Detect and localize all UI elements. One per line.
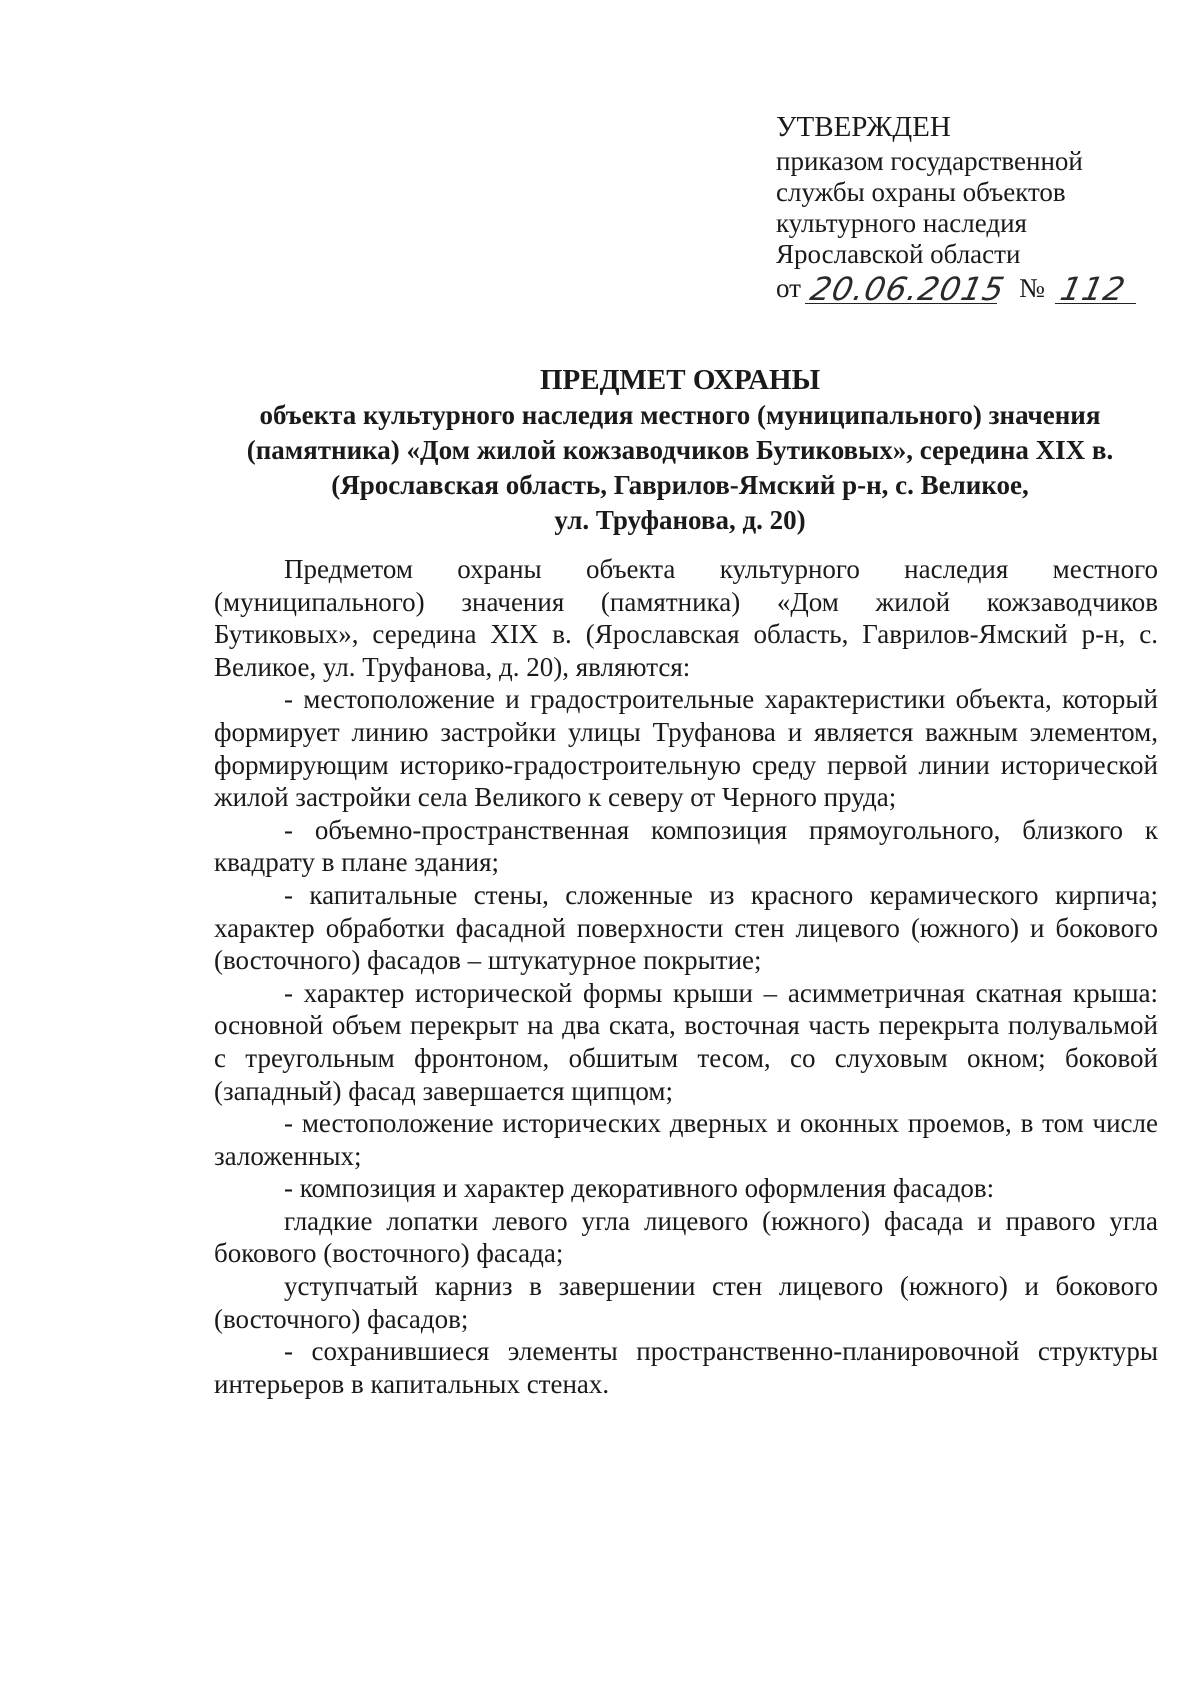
handwritten-date: 20.06.2015: [807, 270, 1009, 308]
list-item: - местоположение и градостроительные характеристики объекта, который формирует линию застройки улицы Труфанова и является важным элементом, формирующим историко-градостроительную среду первой линии исторической жилой застройки села Великого к северу от Черного пруда;: [214, 684, 1158, 813]
approval-title: УТВЕРЖДЕН: [776, 111, 951, 143]
intro-paragraph: Предметом охраны объекта культурного наследия местного (муниципального) значения (памятника) «Дом жилой кожзаводчиков Бутиковых», середина XIX в. (Ярославская область, Гаврилов-Ямский р-н, с. Великое, ул. Труфанова, д. 20), являются:: [214, 554, 1158, 682]
approval-line: Ярославской области: [776, 239, 1021, 269]
list-item: - объемно-пространственная композиция прямоугольного, близкого к квадрату в плане здания;: [214, 814, 1158, 878]
list-item: - характер исторической формы крыши – асимметричная скатная крыша: основной объем перекрыт на два ската, восточная часть перекрыта полувальмой с треугольным фронтоном, обшитым тесом, со слуховым окном; боковой (западный) фасад завершается щипцом;: [214, 977, 1158, 1106]
document-heading: [200, 362, 1160, 538]
document-body: [214, 553, 1158, 1400]
list-item: - капитальные стены, сложенные из красного керамического кирпича; характер обработки фасадной поверхности стен лицевого (южного) и бокового (восточного) фасадов – штукатурное покрытие;: [214, 879, 1158, 976]
sub-item: гладкие лопатки левого угла лицевого (южного) фасада и правого угла бокового (восточного) фасада;: [214, 1205, 1158, 1269]
number-field: [1055, 270, 1136, 308]
number-sign: №: [1019, 273, 1045, 303]
date-prefix: от: [776, 273, 801, 303]
approval-line: службы охраны объектов: [776, 177, 1066, 207]
date-field: [805, 270, 1009, 308]
approval-line: культурного наследия: [776, 208, 1027, 238]
heading-line: объекта культурного наследия местного (муниципального) значения: [259, 400, 1101, 430]
approval-line: приказом государственной: [776, 146, 1083, 176]
heading-line: (памятника) «Дом жилой кожзаводчиков Бутиковых», середина XIX в.: [246, 435, 1114, 465]
approval-stamp-block: [776, 110, 1136, 308]
list-item: - композиция и характер декоративного оформления фасадов:: [284, 1173, 995, 1204]
list-item: - местоположение исторических дверных и оконных проемов, в том числе заложенных;: [214, 1108, 1158, 1171]
approval-date-row: [776, 270, 1136, 308]
list-item: - сохранившиеся элементы пространственно-планировочной структуры интерьеров в капитальных стенах.: [214, 1336, 1158, 1399]
handwritten-number: 112: [1056, 270, 1130, 308]
heading-line: (Ярославская область, Гаврилов-Ямский р-н, с. Великое,: [331, 470, 1029, 500]
heading-line: ул. Труфанова, д. 20): [554, 505, 806, 535]
sub-item: уступчатый карниз в завершении стен лицевого (южного) и бокового (восточного) фасадов;: [214, 1271, 1158, 1334]
document-title: ПРЕДМЕТ ОХРАНЫ: [539, 364, 821, 396]
